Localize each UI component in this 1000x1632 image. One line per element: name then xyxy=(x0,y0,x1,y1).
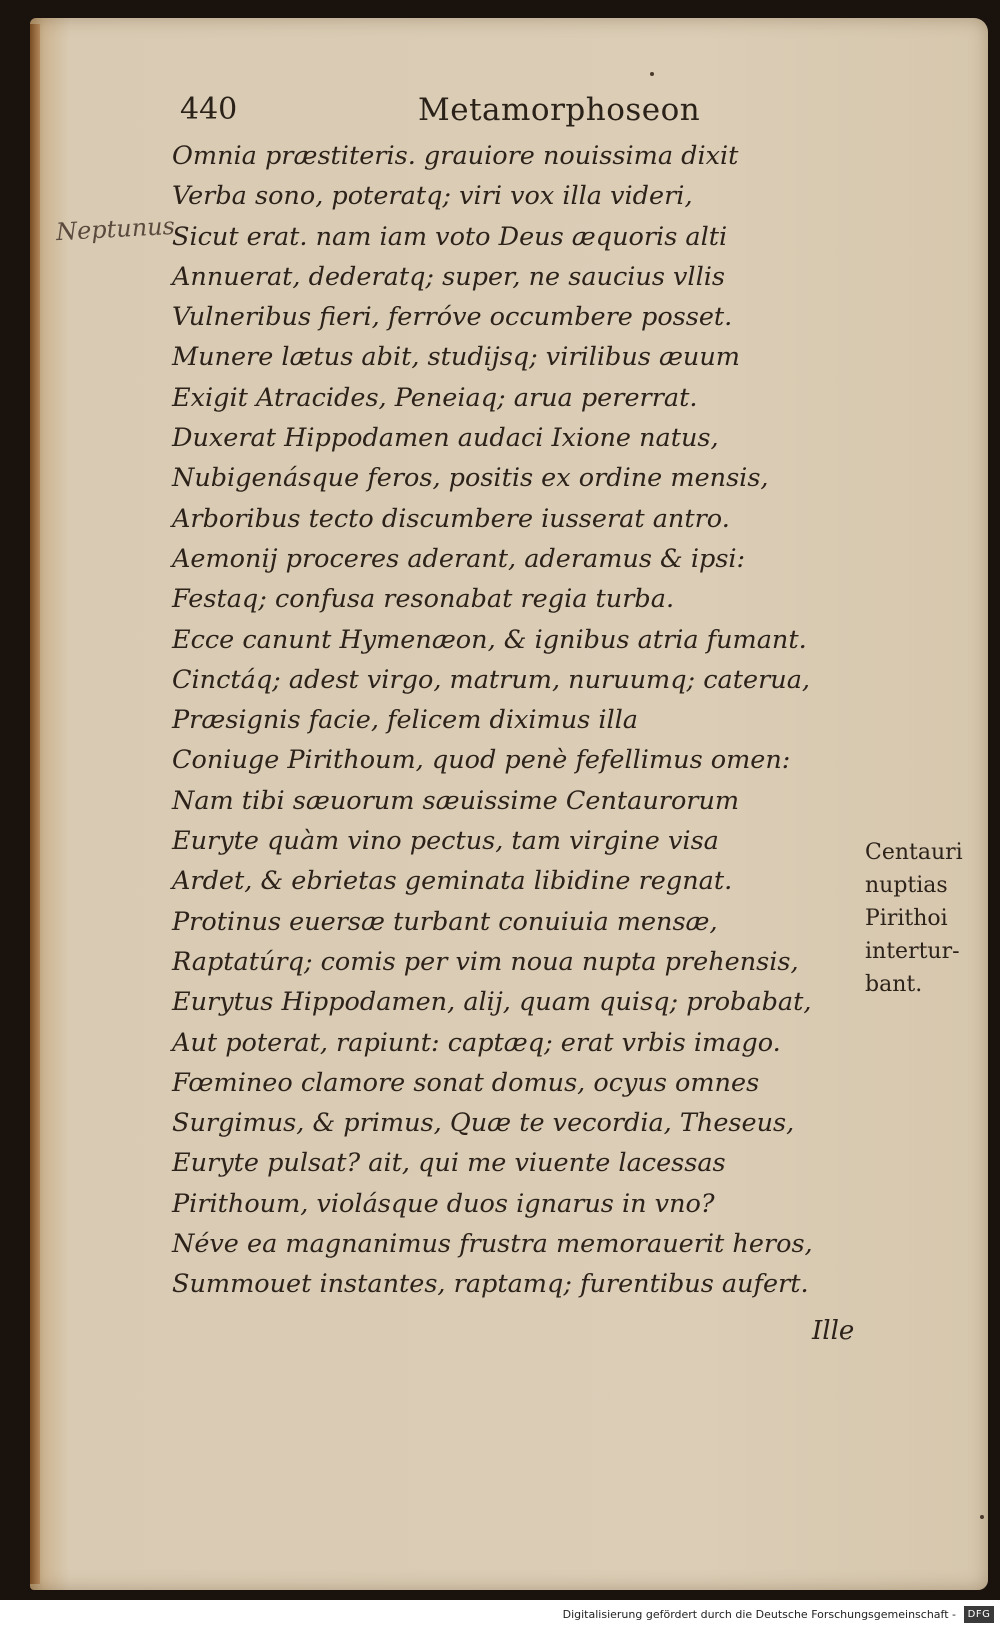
digitization-footer xyxy=(0,1600,1000,1632)
ink-speck xyxy=(650,72,654,76)
verse-line: Festaq; confusa resonabat regia turba. xyxy=(172,584,675,615)
verse-line: Aemonij proceres aderant, aderamus & ipsi: xyxy=(172,543,746,574)
verse-line: Eurytus Hippodamen, alij, quam quisq; probabat, xyxy=(172,987,812,1018)
funding-credit: Digitalisierung gefördert durch die Deutsche Forschungsgemeinschaft - xyxy=(562,1608,956,1621)
verse-line: Nubigenásque feros, positis ex ordine mensis, xyxy=(172,463,769,494)
marginal-note-line: intertur- xyxy=(865,939,960,964)
verse-line: Raptatúrq; comis per vim noua nupta prehensis, xyxy=(172,946,799,977)
page-binding-edge xyxy=(30,24,40,1584)
verse-line: Pirithoum, violásque duos ignarus in vno? xyxy=(172,1188,715,1219)
page-number: 440 xyxy=(180,92,238,127)
verse-line: Protinus euersæ turbant conuiuia mensæ, xyxy=(172,906,718,937)
verse-line: Summouet instantes, raptamq; furentibus aufert. xyxy=(172,1269,809,1300)
verse-line: Ardet, & ebrietas geminata libidine regnat. xyxy=(172,866,733,897)
marginal-note-line: bant. xyxy=(865,972,923,997)
marginal-note-line: Centauri xyxy=(865,840,963,865)
verse-line: Sicut erat. nam iam voto Deus æquoris alti xyxy=(172,221,728,252)
verse-line: Omnia præstiteris. grauiore nouissima dixit xyxy=(172,141,739,171)
marginal-note-line: Pirithoi xyxy=(865,906,948,931)
handwritten-margin-note: Neptunus xyxy=(55,211,176,247)
verse-line: Euryte pulsat? ait, qui me viuente lacessas xyxy=(172,1148,726,1179)
catchword: Ille xyxy=(812,1316,855,1346)
verse-line: Nam tibi sæuorum sæuissime Centaurorum xyxy=(172,785,740,816)
verse-line: Annuerat, dederatq; super, ne saucius vllis xyxy=(172,261,725,292)
verse-line: Exigit Atracides, Peneiaq; arua pererrat. xyxy=(172,382,698,413)
verse-line: Præsignis facie, felicem diximus illa xyxy=(172,705,639,736)
verse-line: Verba sono, poteratq; viri vox illa videri, xyxy=(172,181,693,212)
verse-text xyxy=(172,136,852,1305)
marginal-note xyxy=(865,836,985,1001)
verse-line: Ecce canunt Hymenæon, & ignibus atria fumant. xyxy=(172,624,807,655)
dfg-logo: DFG xyxy=(964,1606,994,1623)
page-header xyxy=(180,92,720,138)
verse-line: Aut poterat, rapiunt: captæq; erat vrbis imago. xyxy=(172,1027,781,1058)
verse-line: Munere lætus abit, studijsq; virilibus æuum xyxy=(172,342,740,373)
verse-line: Fœmineo clamore sonat domus, ocyus omnes xyxy=(172,1067,760,1098)
running-title: Metamorphoseon xyxy=(418,92,701,128)
verse-line: Cinctáq; adest virgo, matrum, nuruumq; caterua, xyxy=(172,664,810,695)
marginal-note-line: nuptias xyxy=(865,873,948,898)
verse-line: Vulneribus fieri, ferróve occumbere posset. xyxy=(172,302,733,333)
verse-line: Coniuge Pirithoum, quod penè fefellimus omen: xyxy=(172,745,791,776)
verse-line: Surgimus, & primus, Quæ te vecordia, Theseus, xyxy=(172,1108,795,1139)
verse-line: Arboribus tecto discumbere iusserat antro. xyxy=(172,503,730,534)
ink-speck xyxy=(980,1515,984,1519)
verse-line: Duxerat Hippodamen audaci Ixione natus, xyxy=(172,423,719,454)
verse-line: Néve ea magnanimus frustra memorauerit heros, xyxy=(172,1229,813,1260)
verse-line: Euryte quàm vino pectus, tam virgine visa xyxy=(172,826,719,857)
